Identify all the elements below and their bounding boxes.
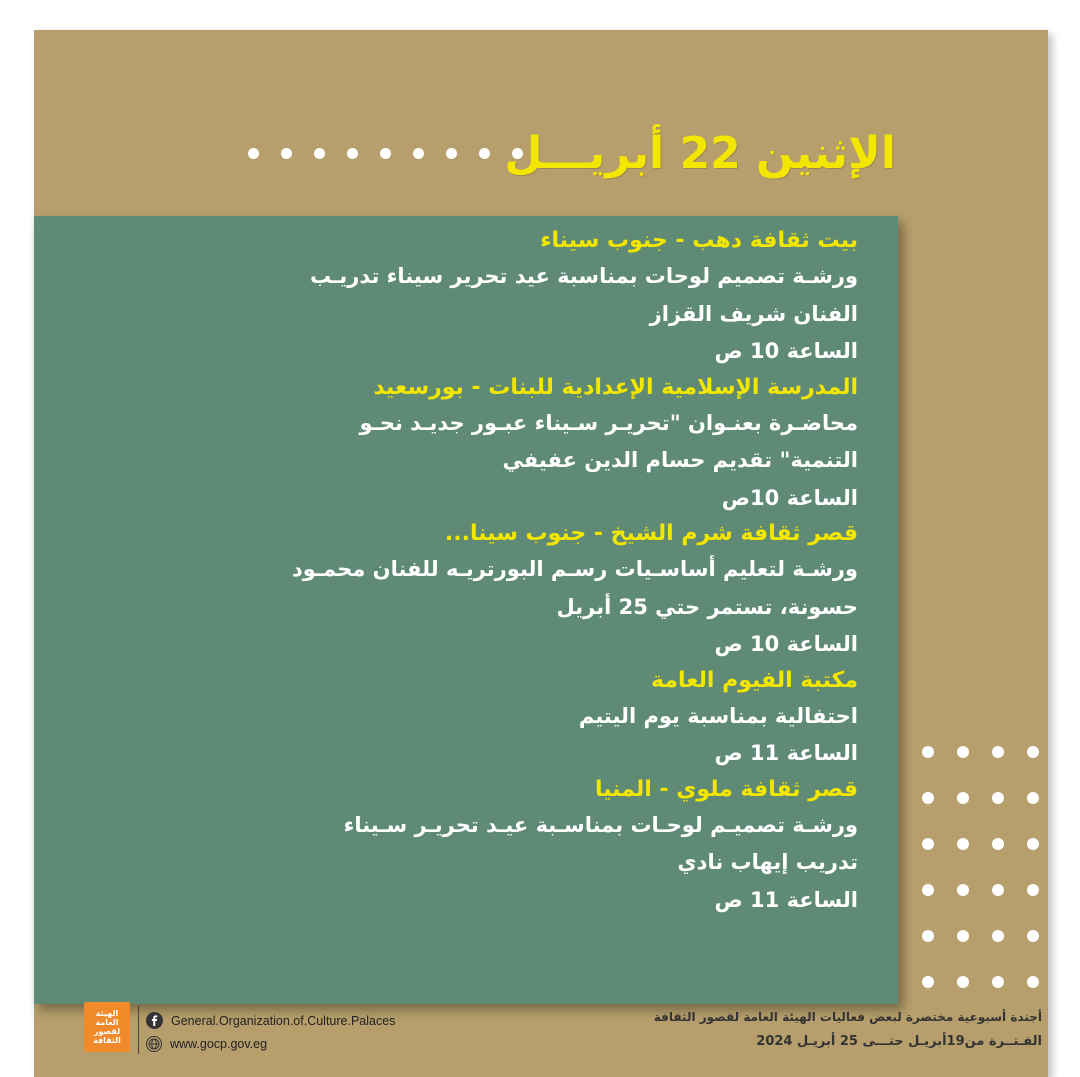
- website-link[interactable]: [146, 1036, 267, 1052]
- dot: [957, 976, 969, 988]
- event-time: الساعة 11 ص: [714, 741, 858, 765]
- dot: [281, 148, 292, 159]
- footer-period: الفـتــرة من19أبريـل حتـــى 25 أبريـل 2024: [756, 1034, 1042, 1049]
- event-time: الساعة 10ص: [721, 485, 858, 510]
- dot: [922, 792, 934, 804]
- logo-text: الهيئة: [95, 1009, 119, 1018]
- event-item: [238, 224, 858, 371]
- dot: [957, 792, 969, 804]
- event-item: [238, 517, 858, 664]
- event-time: الساعة 10 ص: [714, 632, 858, 656]
- event-description: محاضـرة بعنـوان "تحريـر سـيناء عبـور جديـد نحـو: [359, 410, 858, 435]
- footer: [0, 1000, 1080, 1077]
- decorative-dots-top: [248, 148, 523, 159]
- event-time: الساعة 10 ص: [714, 339, 858, 363]
- events-list: [238, 224, 858, 919]
- dot: [446, 148, 457, 159]
- dot: [1027, 746, 1039, 758]
- dot: [413, 148, 424, 159]
- dot: [957, 884, 969, 896]
- dot: [922, 976, 934, 988]
- dot: [248, 148, 259, 159]
- website-url[interactable]: www.gocp.gov.eg: [170, 1037, 268, 1051]
- gocp-logo: [84, 1002, 130, 1052]
- event-description: احتفالية بمناسبة يوم اليتيم: [578, 703, 858, 728]
- dot: [922, 838, 934, 850]
- event-title: بيت ثقافة دهب - جنوب سيناء: [540, 228, 858, 253]
- event-description: ورشـة لتعليم أساسـيات رسـم البورتريـه للفنان محمـود: [292, 557, 858, 581]
- dot: [1027, 976, 1039, 988]
- facebook-handle[interactable]: General.Organization.of.Culture.Palaces: [171, 1013, 396, 1028]
- logo-text: العامة: [95, 1018, 119, 1027]
- dot: [380, 148, 391, 159]
- day-title: الإثنين 22 أبريـــل: [504, 128, 896, 179]
- footer-description: أجندة أسبوعية مختصرة لبعض فعاليات الهيئة العامة لقصور الثقافة: [653, 1010, 1042, 1024]
- event-title: المدرسة الإسلامية الإعدادية للبنات - بورسعيد: [373, 374, 858, 400]
- logo-text: الثقافة: [93, 1036, 121, 1045]
- dot: [922, 746, 934, 758]
- globe-icon: [146, 1036, 162, 1052]
- dot: [922, 930, 934, 942]
- footer-divider: [138, 1006, 139, 1054]
- dot: [992, 792, 1004, 804]
- dot: [1027, 884, 1039, 896]
- dot: [992, 884, 1004, 896]
- event-time: الساعة 11 ص: [714, 887, 858, 912]
- event-description: حسونة، تستمر حتي 25 أبريل: [556, 594, 858, 619]
- event-title: مكتبة الفيوم العامة: [650, 667, 858, 693]
- dot: [992, 746, 1004, 758]
- dot: [1027, 838, 1039, 850]
- facebook-icon: [146, 1012, 163, 1029]
- agenda-card: [34, 30, 1048, 1077]
- event-title: قصر ثقافة شرم الشيخ - جنوب سينا...: [444, 521, 858, 546]
- dot: [314, 148, 325, 159]
- dot: [957, 930, 969, 942]
- logo-text: لقصور: [93, 1027, 121, 1036]
- dot: [992, 930, 1004, 942]
- dot: [1027, 930, 1039, 942]
- facebook-link[interactable]: [146, 1012, 395, 1029]
- event-item: [238, 371, 858, 518]
- dot: [992, 976, 1004, 988]
- dot: [957, 746, 969, 758]
- dot: [922, 884, 934, 896]
- dot: [347, 148, 358, 159]
- event-item: [238, 664, 858, 773]
- event-item: [238, 773, 858, 920]
- event-description: ورشـة تصميـم لوحـات بمناسـبة عيـد تحريـر سـيناء: [343, 812, 858, 837]
- decorative-dots-grid: [922, 746, 1039, 988]
- dot: [957, 838, 969, 850]
- dot: [479, 148, 490, 159]
- event-description: الفنان شريف القزاز: [649, 301, 858, 326]
- event-description: تدريب إيهاب نادي: [677, 850, 858, 874]
- events-panel: [34, 216, 898, 1004]
- dot: [1027, 792, 1039, 804]
- event-description: ورشـة تصميم لوحات بمناسبة عيد تحرير سيناء تدريـب: [309, 264, 858, 288]
- dot: [992, 838, 1004, 850]
- event-description: التنمية" تقديم حسام الدين عفيفي: [502, 448, 858, 472]
- event-title: قصر ثقافة ملوي - المنيا: [595, 776, 858, 802]
